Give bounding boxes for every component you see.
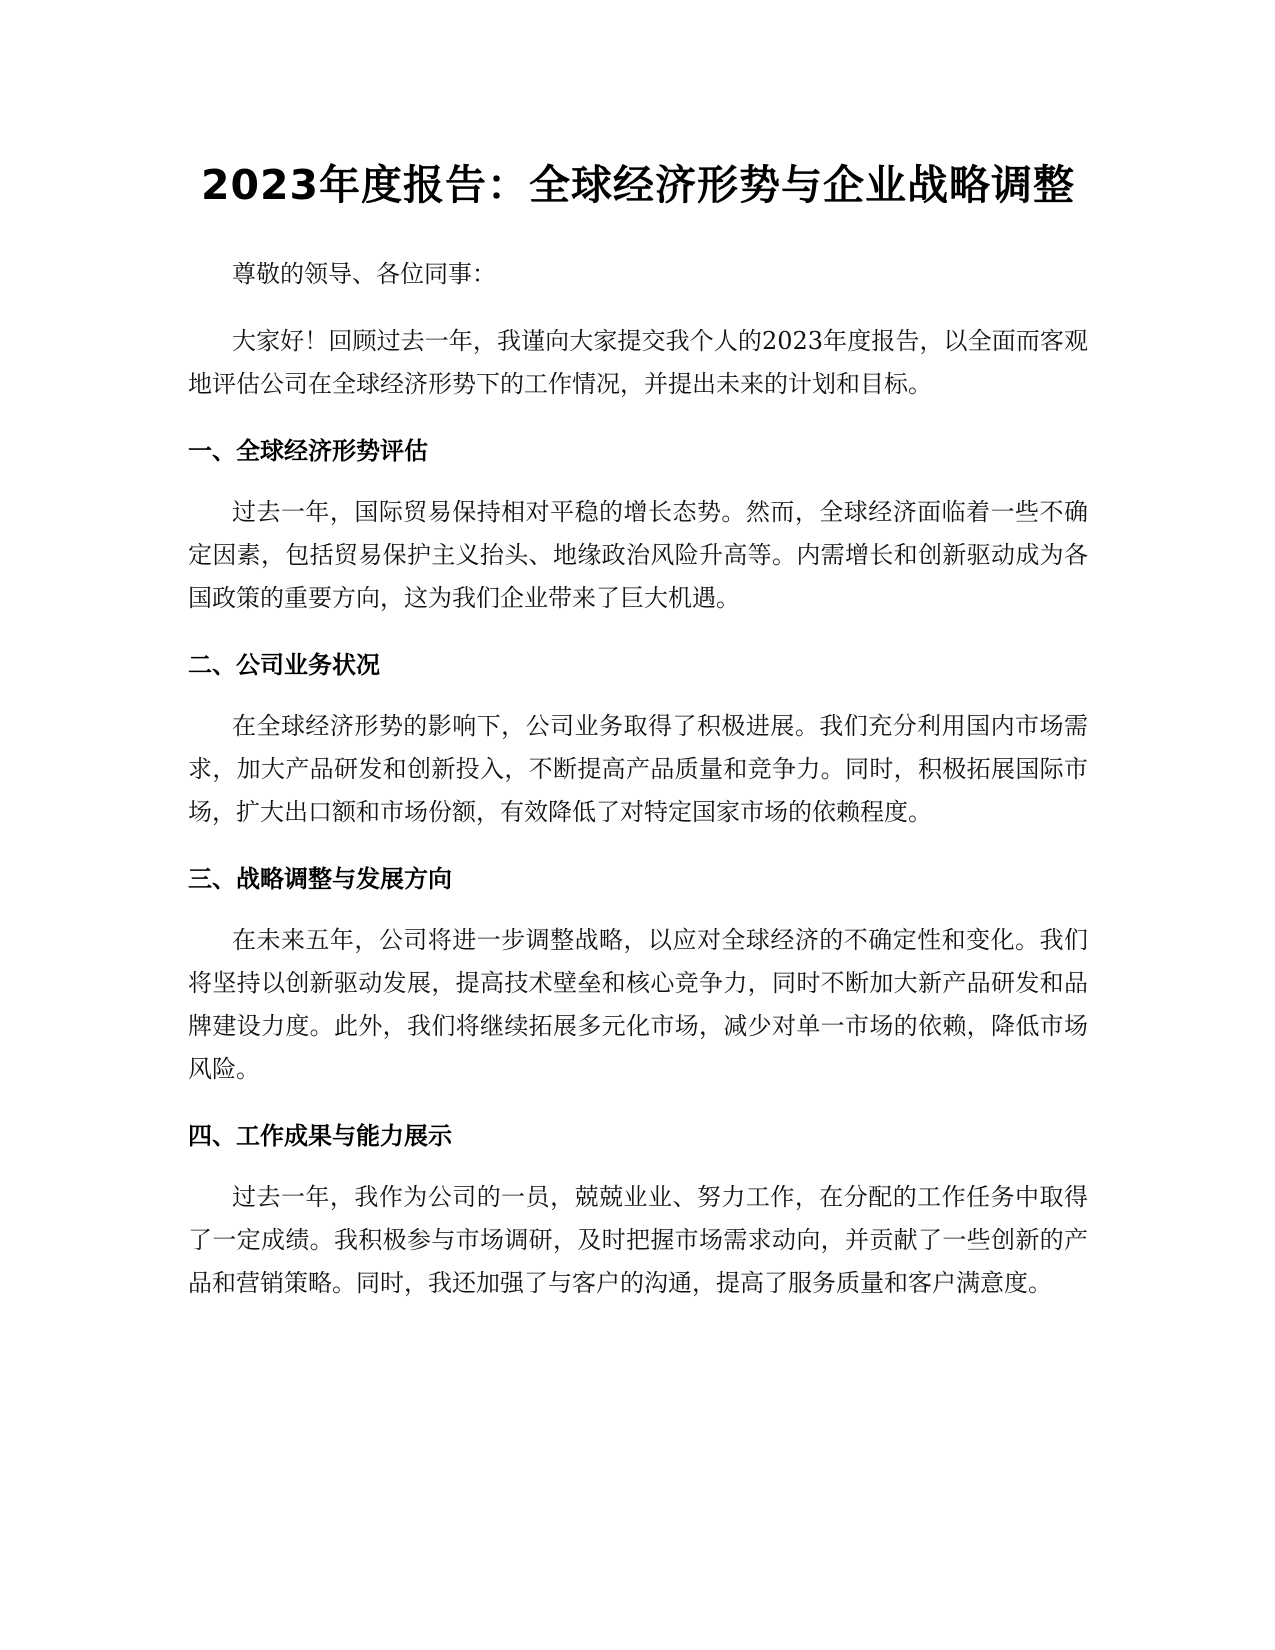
section-heading-strategy: 三、战略调整与发展方向 (188, 865, 452, 893)
section-heading-achievements: 四、工作成果与能力展示 (188, 1122, 452, 1150)
intro-paragraph: 大家好！回顾过去一年，我谨向大家提交我个人的2023年度报告，以全面而客观地评估公司在全球经济形势下的工作情况，并提出未来的计划和目标。 (188, 327, 1088, 398)
section-body-economy: 过去一年，国际贸易保持相对平稳的增长态势。然而，全球经济面临着一些不确定因素，包括贸易保护主义抬头、地缘政治风险升高等。内需增长和创新驱动成为各国政策的重要方向，这为我们企业带来了巨大机遇。 (188, 498, 1088, 612)
section-body-achievements: 过去一年，我作为公司的一员，兢兢业业、努力工作，在分配的工作任务中取得了一定成绩。我积极参与市场调研，及时把握市场需求动向，并贡献了一些创新的产品和营销策略。同时，我还加强了与客户的沟通，提高了服务质量和客户满意度。 (188, 1183, 1088, 1297)
document-title: 2023年度报告：全球经济形势与企业战略调整 (200, 161, 1076, 209)
section-heading-economy: 一、全球经济形势评估 (188, 437, 428, 465)
section-body-business: 在全球经济形势的影响下，公司业务取得了积极进展。我们充分利用国内市场需求，加大产品研发和创新投入，不断提高产品质量和竞争力。同时，积极拓展国际市场，扩大出口额和市场份额，有效降低了对特定国家市场的依赖程度。 (188, 712, 1088, 826)
document-content (188, 148, 1088, 1305)
greeting: 尊敬的领导、各位同事： (232, 260, 496, 288)
section-body-strategy: 在未来五年，公司将进一步调整战略，以应对全球经济的不确定性和变化。我们将坚持以创新驱动发展，提高技术壁垒和核心竞争力，同时不断加大新产品研发和品牌建设力度。此外，我们将继续拓展多元化市场，减少对单一市场的依赖，降低市场风险。 (188, 926, 1088, 1083)
section-heading-business: 二、公司业务状况 (188, 651, 380, 679)
